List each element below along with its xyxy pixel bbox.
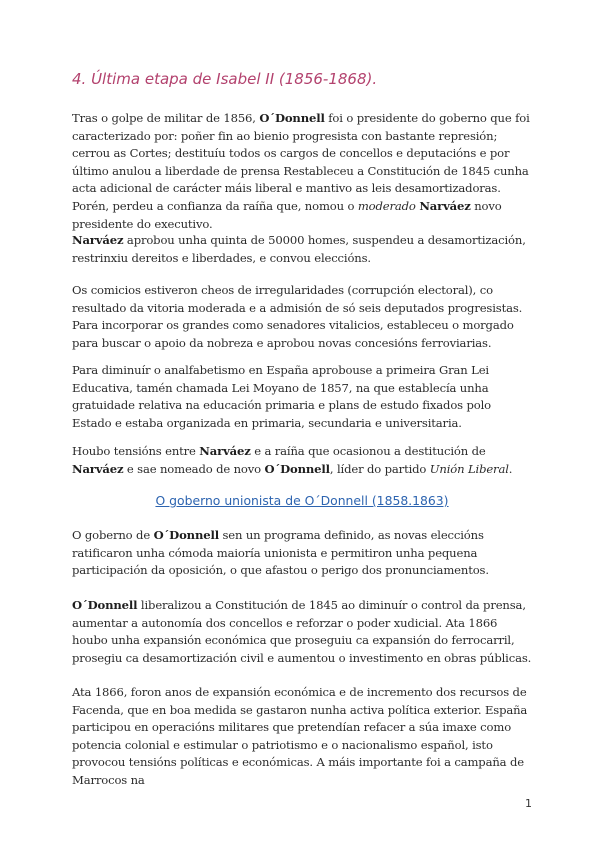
paragraph-odonnell-1856 bbox=[72, 110, 532, 233]
text: , líder do partido bbox=[329, 461, 430, 476]
subsection-title: O goberno unionista de O´Donnell (1858.1863) bbox=[155, 493, 449, 508]
text: . bbox=[508, 461, 513, 476]
text: foi o presidente do goberno que foi caracterizado por: poñer fin ao bienio progresista con bastante represión; cerrou as Cortes; destituíu todos os cargos de concellos e deputacións e por último anulou a liberdade de prensa Restableceu a Constitución de 1845 cunha acta adicional de carácter máis liberal e mantivo as leis desamortizadoras. Porén, perdeu a confianza da raíña que, nomou o bbox=[72, 111, 530, 213]
paragraph-foreign-policy bbox=[72, 684, 532, 790]
text: liberalizou a Constitución de 1845 ao diminuír o control da prensa, aumentar a autonomía dos concellos e reforzar o poder xudicial. Ata 1866 houbo unha expansión económica que proseguiu ca expansión do ferrocarril, prosegiu ca desamortización civil e aumentou o investimento en obras públicas. bbox=[72, 598, 532, 665]
italic-term: Unión Liberal bbox=[429, 461, 509, 476]
text: e sae nomeado de novo bbox=[123, 461, 265, 476]
page-number: 1 bbox=[525, 797, 532, 810]
bold-name: O´Donnell bbox=[153, 528, 219, 542]
bold-name: Narváez bbox=[72, 233, 124, 247]
text: Os comicios estiveron cheos de irregularidades (corrupción electoral), co resultado da vitoria moderada e a admisión de só seis deputados progresistas. Para incorporar os grandes como senadores vitalicios, estableceu o morgado para buscar o apoio da nobreza e aprobou novas concesións ferroviarias. bbox=[72, 283, 523, 350]
text: Ata 1866, foron anos de expansión económica e de incremento dos recursos de Facenda, que en boa medida se gastaron nunha activa política exterior. España participou en operacións militares que pretendían refacer a súa imaxe como potencia colonial e estimular o patriotismo e o nacionalismo español, isto provocou tensións políticas e económicas. A máis importante foi a campaña de Marrocos na bbox=[72, 685, 528, 787]
text: O goberno de bbox=[72, 528, 154, 542]
italic-term: moderado bbox=[357, 198, 416, 213]
bold-name: Narváez bbox=[72, 461, 124, 476]
section-title: 4. Última etapa de Isabel II (1856-1868). bbox=[72, 70, 378, 88]
paragraph-lei-moyano bbox=[72, 362, 532, 432]
bold-name: O´Donnell bbox=[72, 598, 138, 612]
bold-name: O´Donnell bbox=[259, 111, 325, 125]
bold-name: Narváez bbox=[199, 444, 251, 458]
bold-name: Narváez bbox=[419, 198, 471, 213]
text: Houbo tensións entre bbox=[72, 444, 200, 458]
paragraph-unionist-government bbox=[72, 527, 532, 580]
text: Para diminuír o analfabetismo en España aprobouse a primeira Gran Lei Educativa, tamén chamada Lei Moyano de 1857, na que establecía unha gratuidade relativa na educación primaria e plans de estudo fixados polo Estado e estaba organizada en primaria, secundaria e universitaria. bbox=[72, 363, 491, 430]
text: aprobou unha quinta de 50000 homes, suspendeu a desamortización, restrinxiu dereitos e liberdades, e convou eleccións. bbox=[72, 233, 526, 265]
paragraph-liberalization bbox=[72, 597, 532, 667]
paragraph-tensions bbox=[72, 443, 532, 478]
text: Tras o golpe de militar de 1856, bbox=[72, 111, 260, 125]
text: novo presidente do executivo. bbox=[72, 198, 502, 231]
bold-name: O´Donnell bbox=[264, 461, 330, 476]
text: sen un programa definido, as novas eleccións ratificaron unha cómoda maioría unionista e permitiron unha pequena participación da oposición, o que afastou o perigo dos pronunciamentos. bbox=[72, 528, 489, 578]
text: e a raíña que ocasionou a destitución de bbox=[250, 444, 486, 458]
paragraph-elections bbox=[72, 282, 532, 352]
paragraph-narvaez-measures bbox=[72, 232, 532, 267]
